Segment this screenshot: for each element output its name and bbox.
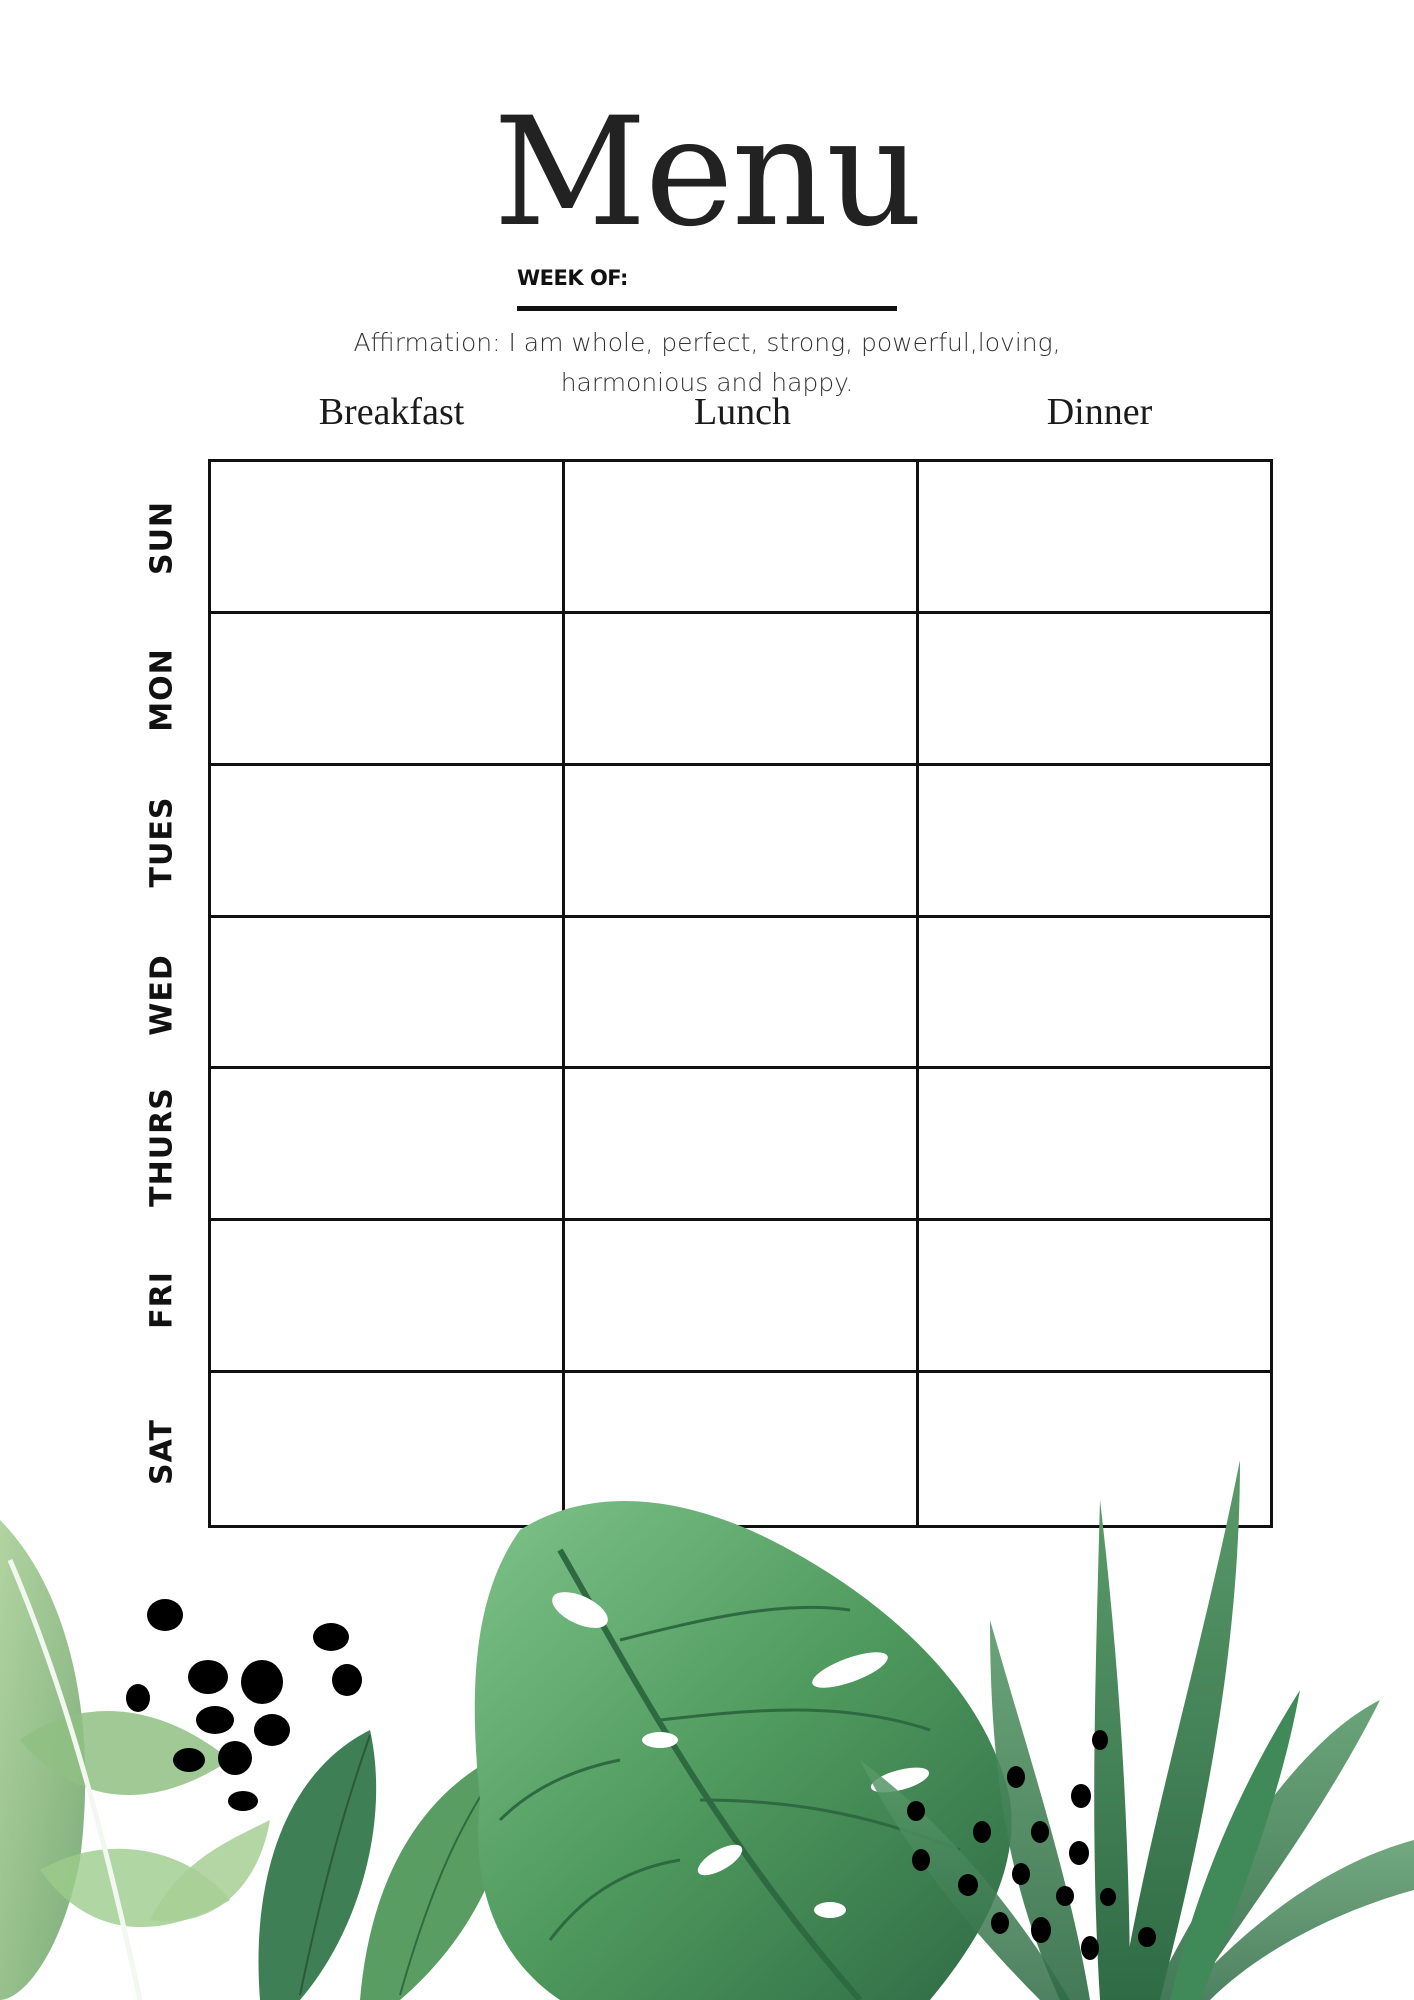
week-of-label: WEEK OF:: [517, 266, 628, 290]
meal-cell-mon-lunch[interactable]: [565, 614, 919, 766]
meal-cell-tues-breakfast[interactable]: [211, 766, 565, 918]
meal-cell-wed-dinner[interactable]: [919, 918, 1270, 1070]
meal-cell-mon-breakfast[interactable]: [211, 614, 565, 766]
meal-cell-sun-lunch[interactable]: [565, 462, 919, 614]
meal-cell-mon-dinner[interactable]: [919, 614, 1270, 766]
meal-cell-thurs-lunch[interactable]: [565, 1069, 919, 1221]
meal-cell-wed-lunch[interactable]: [565, 918, 919, 1070]
meal-cell-wed-breakfast[interactable]: [211, 918, 565, 1070]
meal-cell-fri-lunch[interactable]: [565, 1221, 919, 1373]
meal-cell-tues-dinner[interactable]: [919, 766, 1270, 918]
menu-page: Menu WEEK OF: Affirmation: I am whole, perfect, strong, powerful,loving, harmonious and happy. Breakfast Lunch Dinner SUN MON TUES WED THURS FRI SAT: [0, 0, 1414, 2000]
meal-cell-sun-breakfast[interactable]: [211, 462, 565, 614]
monstera-leaf: [475, 1501, 1012, 2000]
tropical-leaves-illustration: [0, 1440, 1414, 2000]
week-of-underline: [517, 306, 897, 311]
meal-cell-fri-breakfast[interactable]: [211, 1221, 565, 1373]
page-title: Menu: [493, 86, 921, 260]
column-header-lunch: Lunch: [693, 391, 792, 433]
meal-cell-fri-dinner[interactable]: [919, 1221, 1270, 1373]
meal-cell-sun-dinner[interactable]: [919, 462, 1270, 614]
column-header-dinner: Dinner: [1046, 391, 1153, 433]
menu-grid: [208, 459, 1273, 1528]
meal-cell-tues-lunch[interactable]: [565, 766, 919, 918]
affirmation-text: Affirmation: I am whole, perfect, strong, powerful,loving, harmonious and happy.: [353, 328, 1061, 397]
meal-cell-thurs-breakfast[interactable]: [211, 1069, 565, 1221]
column-header-breakfast: Breakfast: [318, 391, 465, 433]
meal-cell-thurs-dinner[interactable]: [919, 1069, 1270, 1221]
